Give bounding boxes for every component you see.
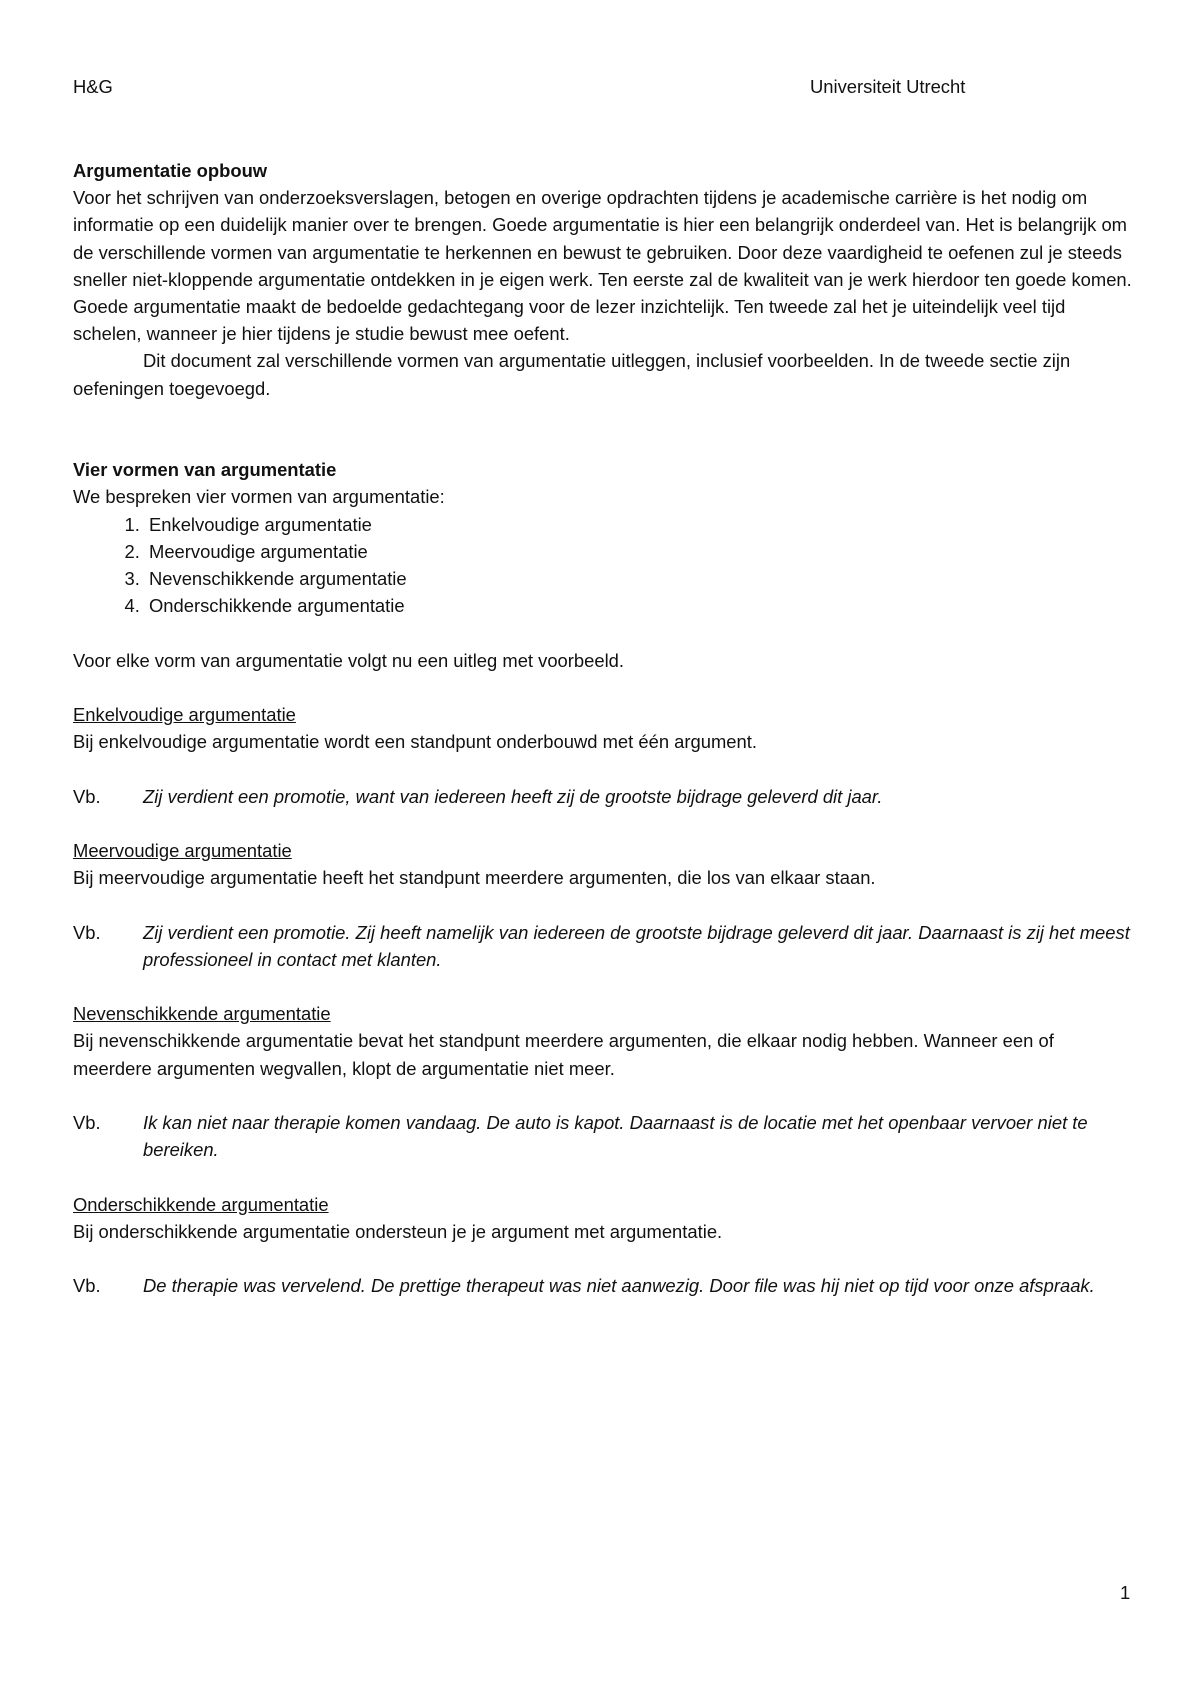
example-text: Zij verdient een promotie. Zij heeft namelijk van iedereen de grootste bijdrage geleverd dit jaar. Daarnaast is zij het meest professioneel in contact met klanten. — [143, 921, 1130, 970]
list-item: 4. Onderschikkende argumentatie — [145, 592, 1133, 619]
section-intro: We bespreken vier vormen van argumentatie: — [73, 486, 445, 508]
example-label: Vb. — [73, 921, 101, 943]
description-nevenschikkend: Bij nevenschikkende argumentatie bevat het standpunt meerdere argumenten, die elkaar nodig hebben. Wanneer een of meerdere argumenten wegvallen, klopt de argumentatie niet meer. — [73, 1030, 1054, 1079]
spacer — [73, 674, 1133, 701]
spacer — [73, 1245, 1133, 1272]
intro-paragraph: Voor het schrijven van onderzoeksverslagen, betogen en overige opdrachten tijdens je academische carrière is het nodig om informatie op een duidelijk manier over te brengen. Goede argumentatie is hier een belangrijk onderdeel van. Het is belangrijk om de verschillende vormen van argumentatie te herkennen en bewust te gebruiken. Door deze vaardigheid te oefenen zul je steeds sneller niet-kloppende argumentatie ontdekken in je eigen werk. Ten eerste zal de kwaliteit van je werk hierdoor ten goede komen. Goede argumentatie maakt de bedoelde gedachtegang voor de lezer inzichtelijk. Ten tweede zal het je uiteindelijk veel tijd schelen, wanneer je hier tijdens je studie bewust mee oefent. — [73, 187, 1132, 345]
example-enkelvoudig — [73, 783, 1133, 810]
example-label: Vb. — [73, 1275, 101, 1297]
list-item: 2. Meervoudige argumentatie — [145, 538, 1133, 565]
spacer — [73, 891, 1133, 918]
spacer — [73, 1163, 1133, 1190]
example-nevenschikkend — [73, 1109, 1133, 1163]
list-item: 3. Nevenschikkende argumentatie — [145, 565, 1133, 592]
spacer — [73, 810, 1133, 837]
example-label: Vb. — [73, 785, 101, 807]
example-text: Ik kan niet naar therapie komen vandaag. De auto is kapot. Daarnaast is de locatie met het openbaar vervoer niet te bereiken. — [143, 1111, 1088, 1161]
document-body — [73, 157, 1133, 1299]
page-number: 1 — [1120, 1582, 1131, 1603]
subheading-enkelvoudig: Enkelvoudige argumentatie — [73, 704, 296, 726]
header-left-text: H&G — [73, 76, 113, 97]
description-enkelvoudig: Bij enkelvoudige argumentatie wordt een standpunt onderbouwd met één argument. — [73, 731, 757, 753]
intro-paragraph-2: Dit document zal verschillende vormen van argumentatie uitleggen, inclusief voorbeelden. In de tweede sectie zijn oefeningen toegevoegd. — [73, 350, 1071, 399]
subheading-onderschikkend: Onderschikkende argumentatie — [73, 1193, 329, 1215]
spacer — [73, 619, 1133, 646]
list-item: 1. Enkelvoudige argumentatie — [145, 511, 1133, 538]
section-title-vier-vormen: Vier vormen van argumentatie — [73, 459, 337, 481]
header-right-text: Universiteit Utrecht — [810, 76, 966, 97]
spacer — [73, 973, 1133, 1000]
spacer — [73, 755, 1133, 782]
example-label: Vb. — [73, 1111, 101, 1133]
section-title-argumentatie-opbouw: Argumentatie opbouw — [73, 160, 268, 181]
spacer — [73, 1082, 1133, 1109]
example-meervoudig — [73, 919, 1133, 973]
example-text: De therapie was vervelend. De prettige therapeut was niet aanwezig. Door file was hij niet op tijd voor onze afspraak. — [143, 1275, 1095, 1297]
example-onderschikkend — [73, 1272, 1133, 1299]
example-text: Zij verdient een promotie, want van iedereen heeft zij de grootste bijdrage geleverd dit jaar. — [143, 785, 883, 807]
spacer — [73, 402, 1133, 456]
subheading-nevenschikkend: Nevenschikkende argumentatie — [73, 1003, 331, 1025]
subheading-meervoudig: Meervoudige argumentatie — [73, 840, 292, 861]
forms-list — [73, 511, 1133, 620]
description-onderschikkend: Bij onderschikkende argumentatie ondersteun je je argument met argumentatie. — [73, 1220, 723, 1242]
followup-text: Voor elke vorm van argumentatie volgt nu een uitleg met voorbeeld. — [73, 649, 625, 671]
description-meervoudig: Bij meervoudige argumentatie heeft het standpunt meerdere argumenten, die los van elkaar staan. — [73, 867, 876, 889]
